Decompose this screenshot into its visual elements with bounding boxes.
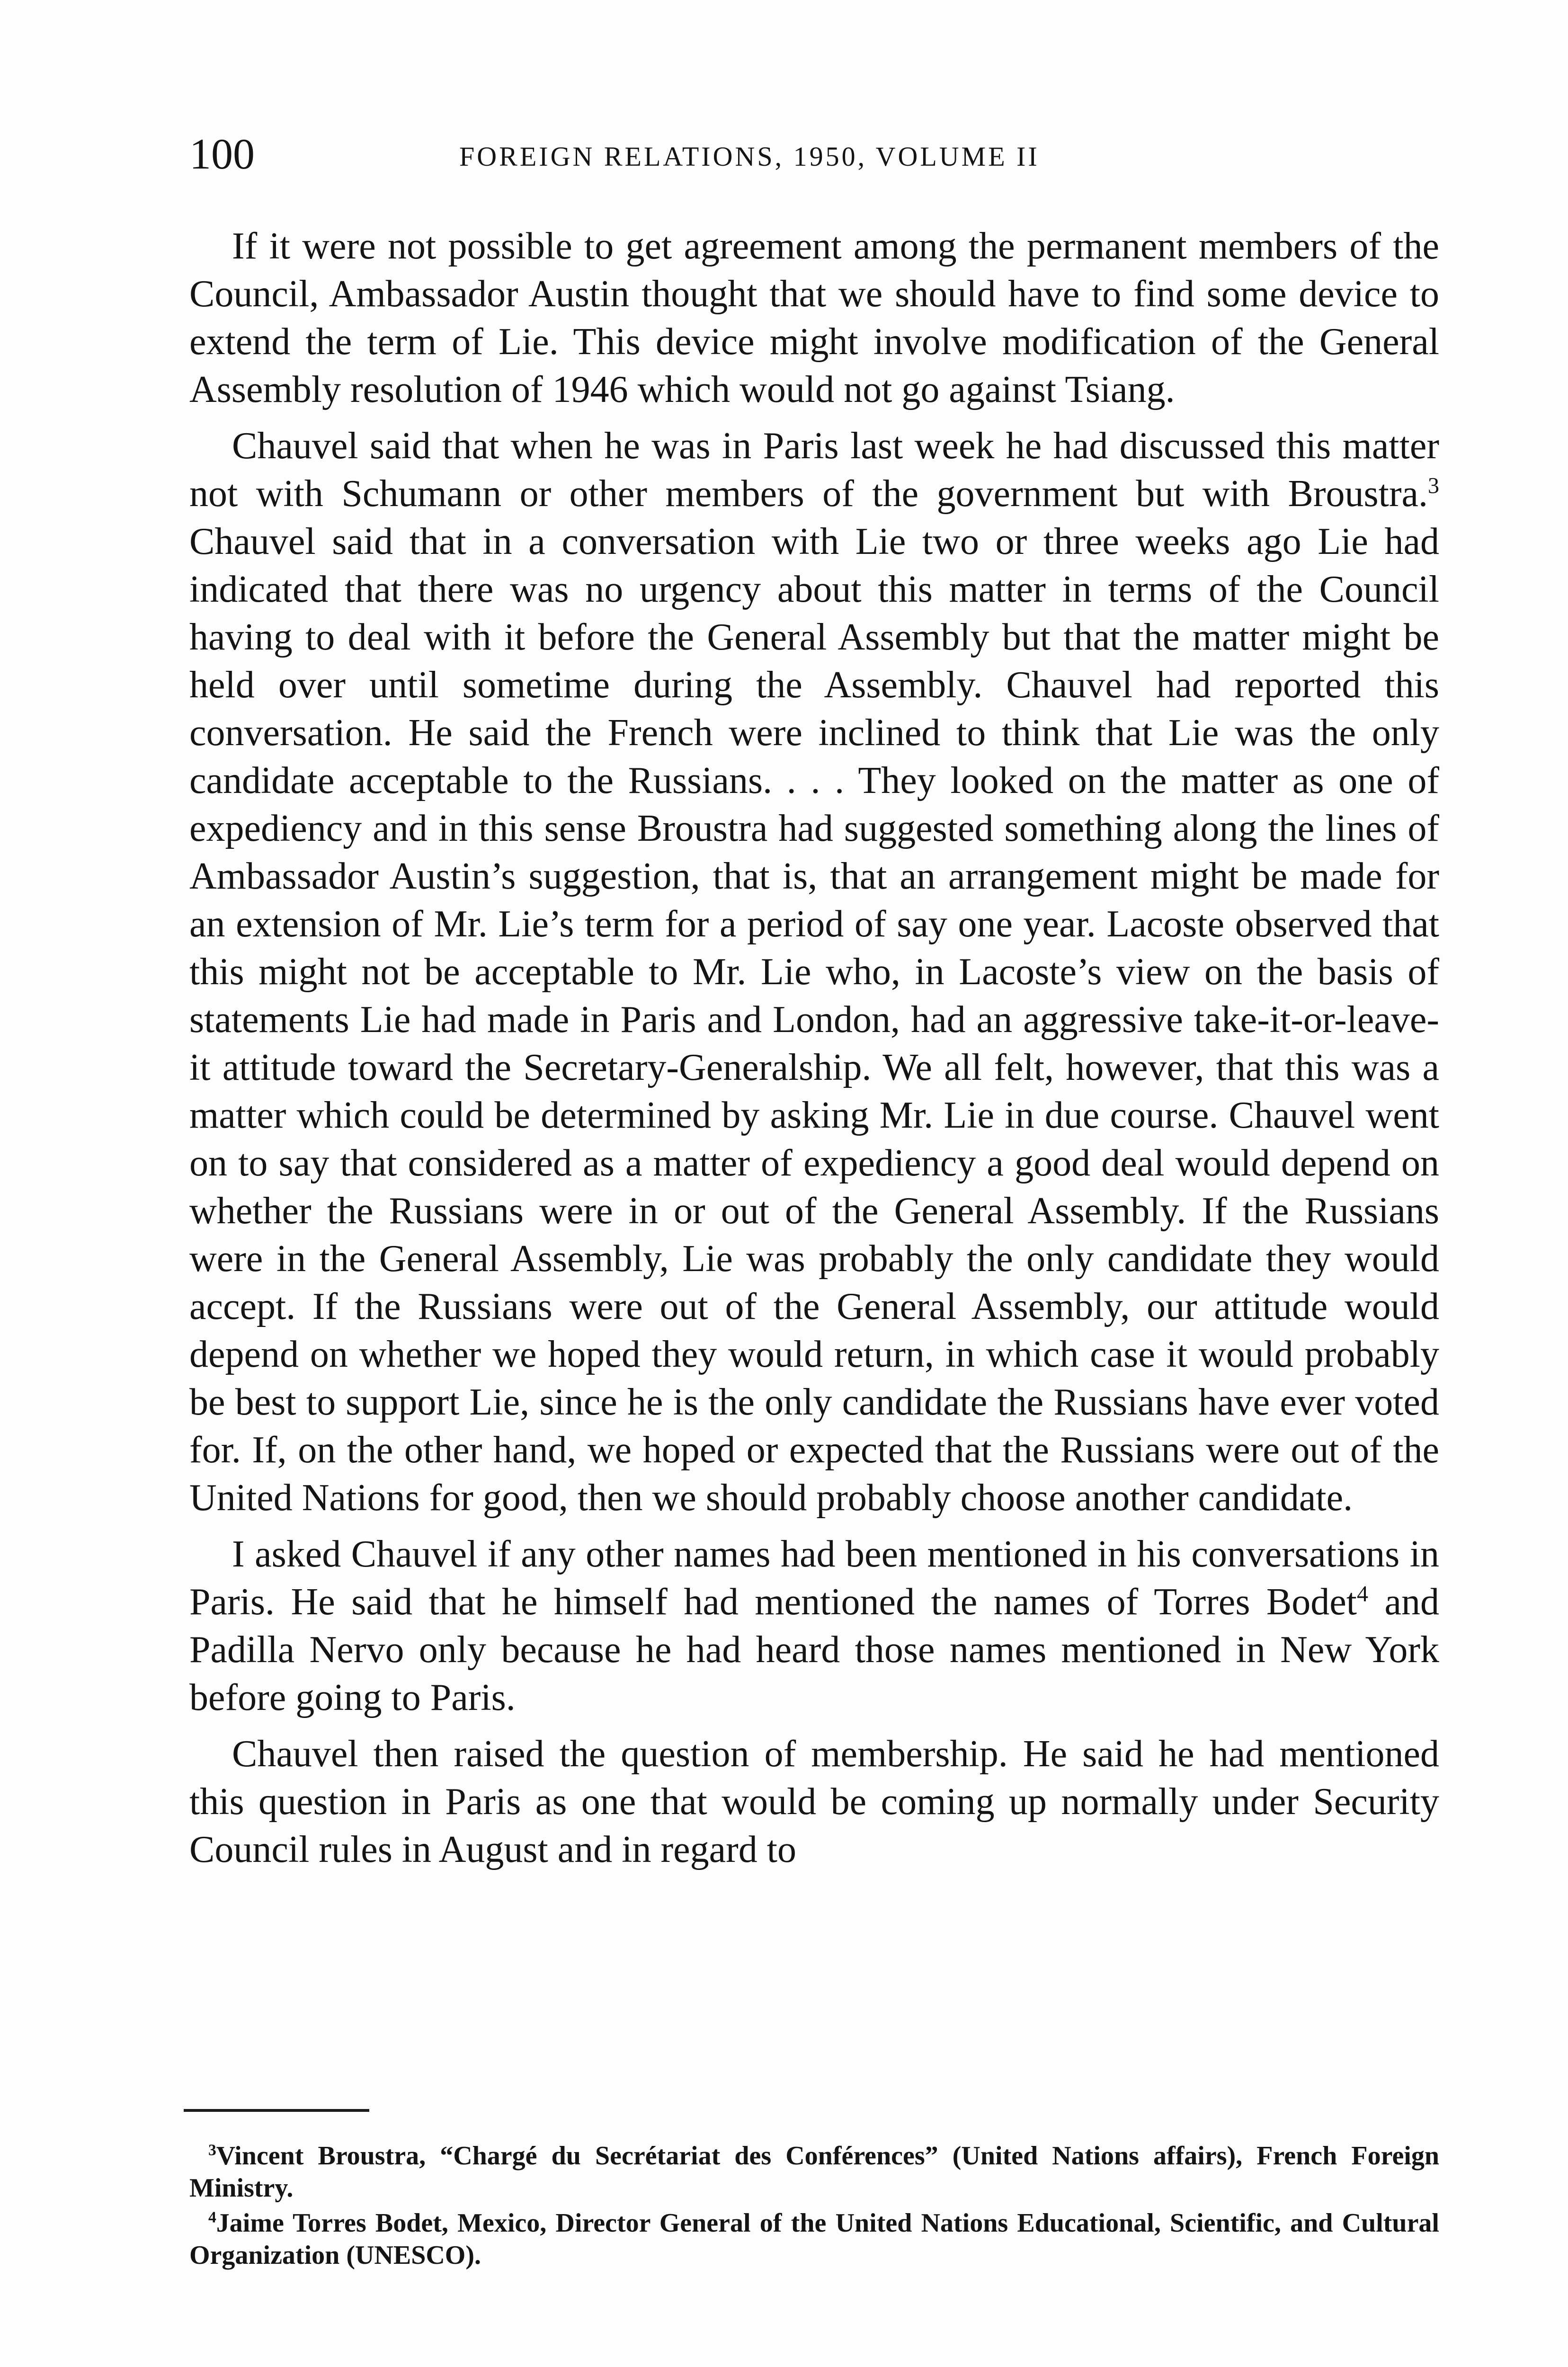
footnote	[189, 2207, 1439, 2271]
paragraph: I asked Chauvel if any other names had been mentioned in his conversations in Paris. He said that he himself had mentioned the names of Torres Bodet$^4$ and Padilla Nervo only because he had heard those names mentioned in New York before going to Paris.	[189, 1533, 1439, 1718]
paragraph: Chauvel then raised the question of membership. He said he had mentioned this question in Paris as one that would be coming up normally under Security Council rules in August and in regard to	[189, 1733, 1439, 1870]
footnote-marker: 3	[208, 2141, 216, 2159]
paragraph: Chauvel said that when he was in Paris last week he had discussed this matter not with Schumann or other members of the government but with Broustra.$^3$ Chauvel said that in a conversation with Lie two or three weeks ago Lie had indicated that there was no urgency about this matter in terms of the Council having to deal with it before the General Assembly but that the matter might be held over until sometime during the Assembly. Chauvel had reported this conversation. He said the French were inclined to think that Lie was the only candidate acceptable to the Russians. . . . They looked on the matter as one of expediency and in this sense Broustra had suggested something along the lines of Ambassador Austin’s suggestion, that is, that an arrangement might be made for an extension of Mr. Lie’s term for a period of say one year. Lacoste observed that this might not be acceptable to Mr. Lie who, in Lacoste’s view on the basis of statements Lie had made in Paris and London, had an aggressive take-it-or-leave-it attitude toward the Secretary-Generalship. We all felt, however, that this was a matter which could be determined by asking Mr. Lie in due course. Chauvel went on to say that considered as a matter of expediency a good deal would depend on whether the Russians were in or out of the General Assembly. If the Russians were in the General Assembly, Lie was probably the only candidate they would accept. If the Russians were out of the General Assembly, our attitude would depend on whether we hoped they would return, in which case it would probably be best to support Lie, since he is the only candidate the Russians have ever voted for. If, on the other hand, we hoped or expected that the Russians were out of the United Nations for good, then we should probably choose another candidate.	[189, 425, 1439, 1519]
footnote-divider	[184, 2109, 369, 2112]
footnote-text: Jaime Torres Bodet, Mexico, Director General of the United Nations Educational, Scientific, and Cultural Organization (UNESCO).	[189, 2208, 1439, 2270]
page-number: 100	[189, 130, 255, 178]
footnote-text: Vincent Broustra, “Chargé du Secrétariat des Conférences” (United Nations affairs), French Foreign Ministry.	[189, 2141, 1439, 2203]
footnote-ref[interactable]: 3	[1428, 473, 1439, 498]
footnotes	[189, 2140, 1439, 2274]
footnote	[189, 2140, 1439, 2204]
paragraph: If it were not possible to get agreement among the permanent members of the Council, Ambassador Austin thought that we should have to find some device to extend the term of Lie. This device might involve modification of the General Assembly resolution of 1946 which would not go against Tsiang.	[189, 225, 1439, 410]
footnote-marker: 4	[208, 2208, 216, 2226]
footnote-ref[interactable]: 4	[1357, 1581, 1369, 1607]
running-head: FOREIGN RELATIONS, 1950, VOLUME II	[459, 141, 1040, 172]
page-header	[189, 128, 1439, 180]
body-text	[189, 222, 1439, 1882]
